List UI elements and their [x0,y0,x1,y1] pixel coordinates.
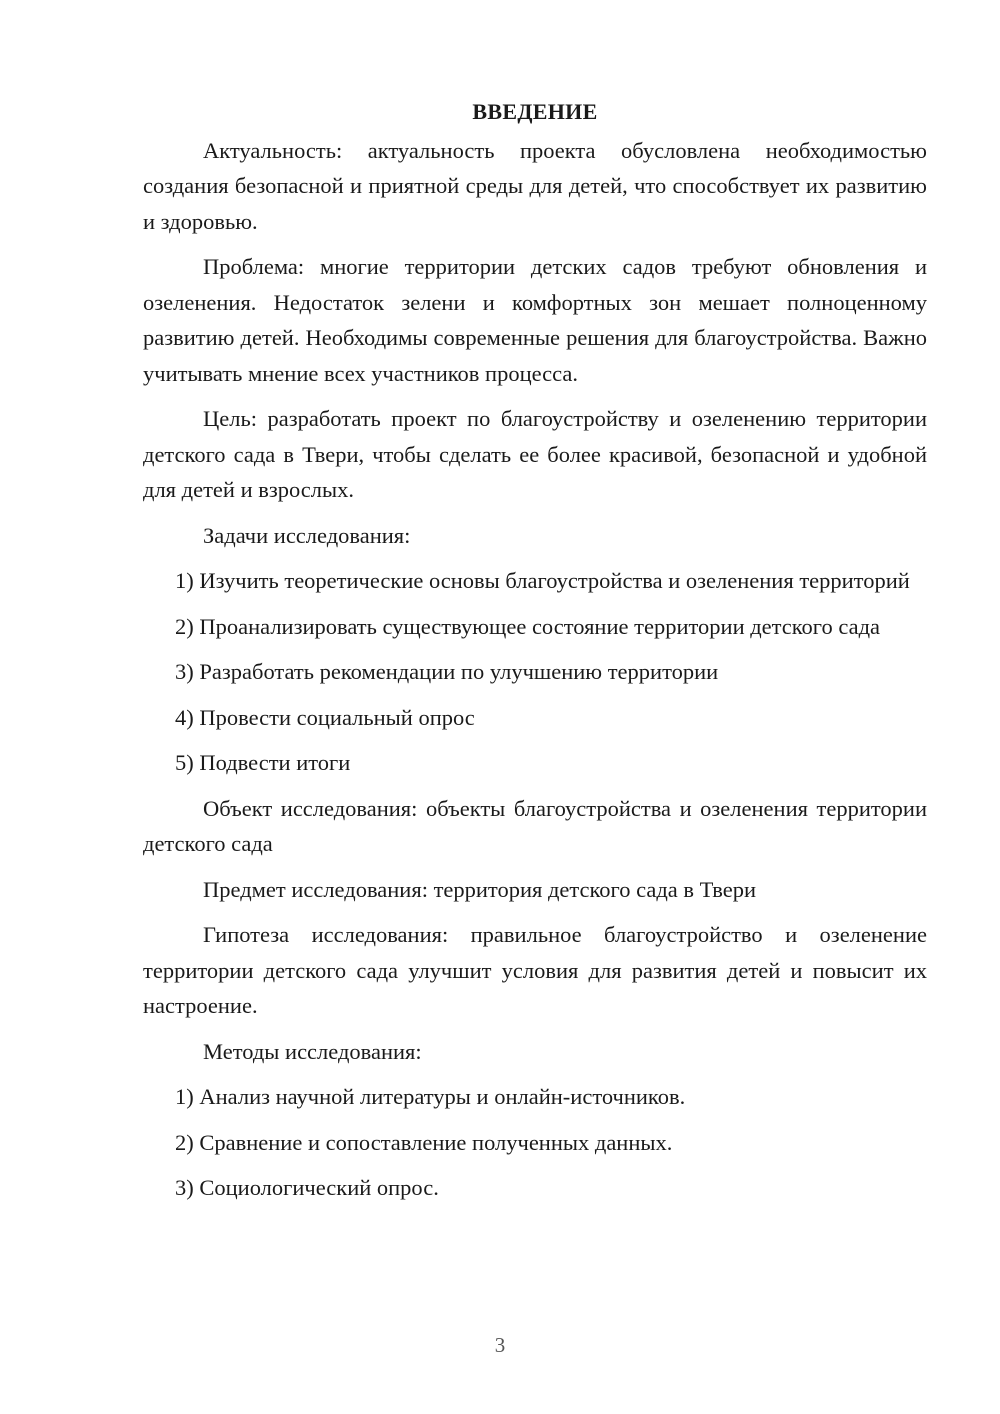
task-item: 1) Изучить теоретические основы благоустройства и озеленения территорий [175,568,910,593]
subject-paragraph: Предмет исследования: территория детского сада в Твери [203,876,757,902]
task-item: 3) Разработать рекомендации по улучшению территории [175,659,719,684]
goal-paragraph: Цель: разработать проект по благоустройству и озеленению территории детского сада в Твери, чтобы сделать ее более красивой, безопасной и удобной для детей и взрослых. [143,406,927,502]
page-number: 3 [494,1333,506,1357]
method-item: 3) Социологический опрос. [175,1175,439,1200]
task-item: 5) Подвести итоги [175,750,351,775]
methods-title: Методы исследования: [203,1038,422,1064]
problem-paragraph: Проблема: многие территории детских садов требуют обновления и озеленения. Недостаток зелени и комфортных зон мешает полноценному развитию детей. Необходимы современные решения для благоустройства. Важно учитывать мнение всех участников процесса. [143,254,927,386]
hypothesis-paragraph: Гипотеза исследования: правильное благоустройство и озеленение территории детского сада улучшит условия для развития детей и повысит их настроение. [143,922,927,1018]
section-heading: ВВЕДЕНИЕ [472,99,598,124]
method-item: 1) Анализ научной литературы и онлайн-источников. [175,1084,686,1109]
task-item: 2) Проанализировать существующее состояние территории детского сада [175,613,881,639]
object-paragraph: Объект исследования: объекты благоустройства и озеленения территории детского сада [143,795,927,856]
method-item: 2) Сравнение и сопоставление полученных данных. [175,1129,673,1155]
relevance-paragraph: Актуальность: актуальность проекта обусловлена необходимостью создания безопасной и приятной среды для детей, что способствует их развитию и здоровью. [143,137,927,234]
task-item: 4) Провести социальный опрос [175,704,475,730]
tasks-title: Задачи исследования: [203,522,411,548]
page-content [143,94,927,1216]
